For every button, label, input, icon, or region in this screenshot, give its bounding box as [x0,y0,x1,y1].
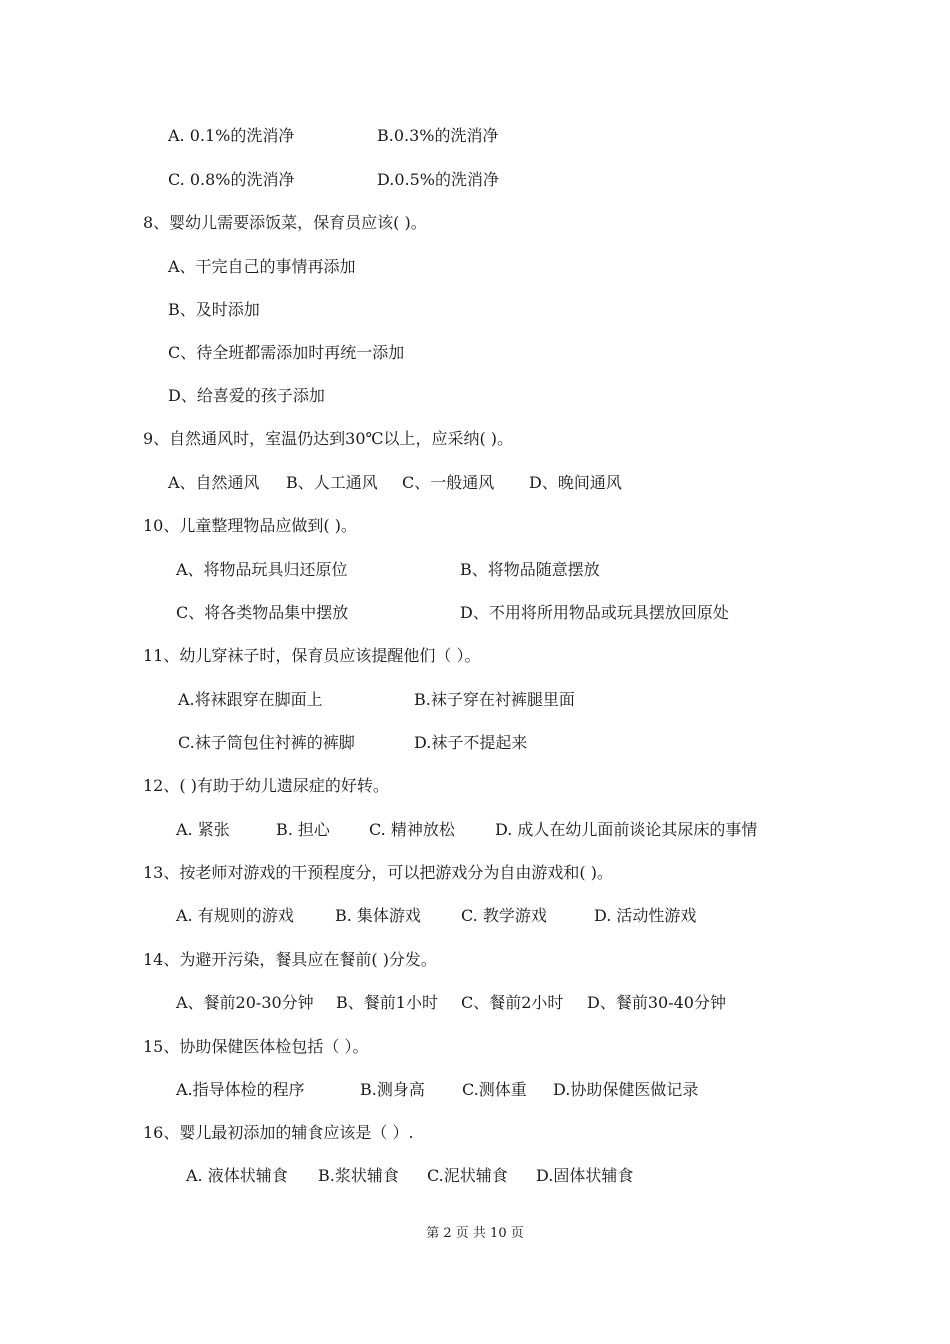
q9-stem: 9、自然通风时，室温仍达到30℃以上，应采纳( )。 [143,429,514,448]
q10-option-b: B、将物品随意摆放 [460,560,600,579]
q7-option-c: C. 0.8%的洗消净 [168,170,295,189]
q11-option-a: A.将袜跟穿在脚面上 [178,690,323,709]
q14-option-a: A、餐前20-30分钟 [176,993,314,1012]
q15-option-a: A.指导体检的程序 [176,1080,305,1099]
q15-option-c: C.测体重 [462,1080,527,1099]
q12-option-d: D. 成人在幼儿面前谈论其尿床的事情 [495,820,758,839]
q14-stem: 14、为避开污染，餐具应在餐前( )分发。 [143,950,437,969]
q10-option-c: C、将各类物品集中摆放 [176,603,349,622]
q9-option-c: C、一般通风 [402,473,495,492]
q16-option-a: A. 液体状辅食 [186,1166,288,1185]
q7-option-a: A. 0.1%的洗消净 [168,126,295,145]
q14-option-d: D、餐前30-40分钟 [587,993,726,1012]
q12-option-c: C. 精神放松 [369,820,455,839]
q7-option-d: D.0.5%的洗消净 [377,170,499,189]
q10-option-d: D、不用将所用物品或玩具摆放回原处 [460,603,729,622]
q11-option-c: C.袜子筒包住衬裤的裤脚 [178,733,355,752]
q12-option-a: A. 紧张 [176,820,230,839]
q15-option-b: B.测身高 [360,1080,425,1099]
q10-stem: 10、儿童整理物品应做到( )。 [143,516,357,535]
q16-stem: 16、婴儿最初添加的辅食应该是（ ）. [143,1123,414,1142]
q8-option-d: D、给喜爱的孩子添加 [168,386,325,405]
q9-option-b: B、人工通风 [286,473,378,492]
q13-option-b: B. 集体游戏 [335,906,421,925]
q7-option-b: B.0.3%的洗消净 [377,126,499,145]
q13-option-c: C. 教学游戏 [461,906,547,925]
q12-stem: 12、( )有助于幼儿遗尿症的好转。 [143,776,389,795]
q16-option-c: C.泥状辅食 [427,1166,508,1185]
q12-option-b: B. 担心 [276,820,330,839]
q8-option-c: C、待全班都需添加时再统一添加 [168,343,405,362]
q16-option-d: D.固体状辅食 [536,1166,634,1185]
q13-option-d: D. 活动性游戏 [594,906,697,925]
q11-option-b: B.袜子穿在衬裤腿里面 [414,690,575,709]
q8-stem: 8、婴幼儿需要添饭菜，保育员应该( )。 [143,213,427,232]
q11-stem: 11、幼儿穿袜子时，保育员应该提醒他们（ ）。 [143,646,481,665]
q15-stem: 15、协助保健医体检包括（ ）。 [143,1037,369,1056]
q11-option-d: D.袜子不提起来 [414,733,528,752]
q10-option-a: A、将物品玩具归还原位 [176,560,348,579]
q13-option-a: A. 有规则的游戏 [176,906,294,925]
q13-stem: 13、按老师对游戏的干预程度分，可以把游戏分为自由游戏和( )。 [143,863,613,882]
q9-option-d: D、晚间通风 [529,473,622,492]
q9-option-a: A、自然通风 [168,473,260,492]
q8-option-a: A、干完自己的事情再添加 [168,257,356,276]
q16-option-b: B.浆状辅食 [318,1166,399,1185]
q14-option-c: C、餐前2小时 [461,993,564,1012]
q8-option-b: B、及时添加 [168,300,260,319]
page-number: 第 2 页 共 10 页 [426,1226,524,1241]
q14-option-b: B、餐前1小时 [336,993,438,1012]
q15-option-d: D.协助保健医做记录 [553,1080,699,1099]
